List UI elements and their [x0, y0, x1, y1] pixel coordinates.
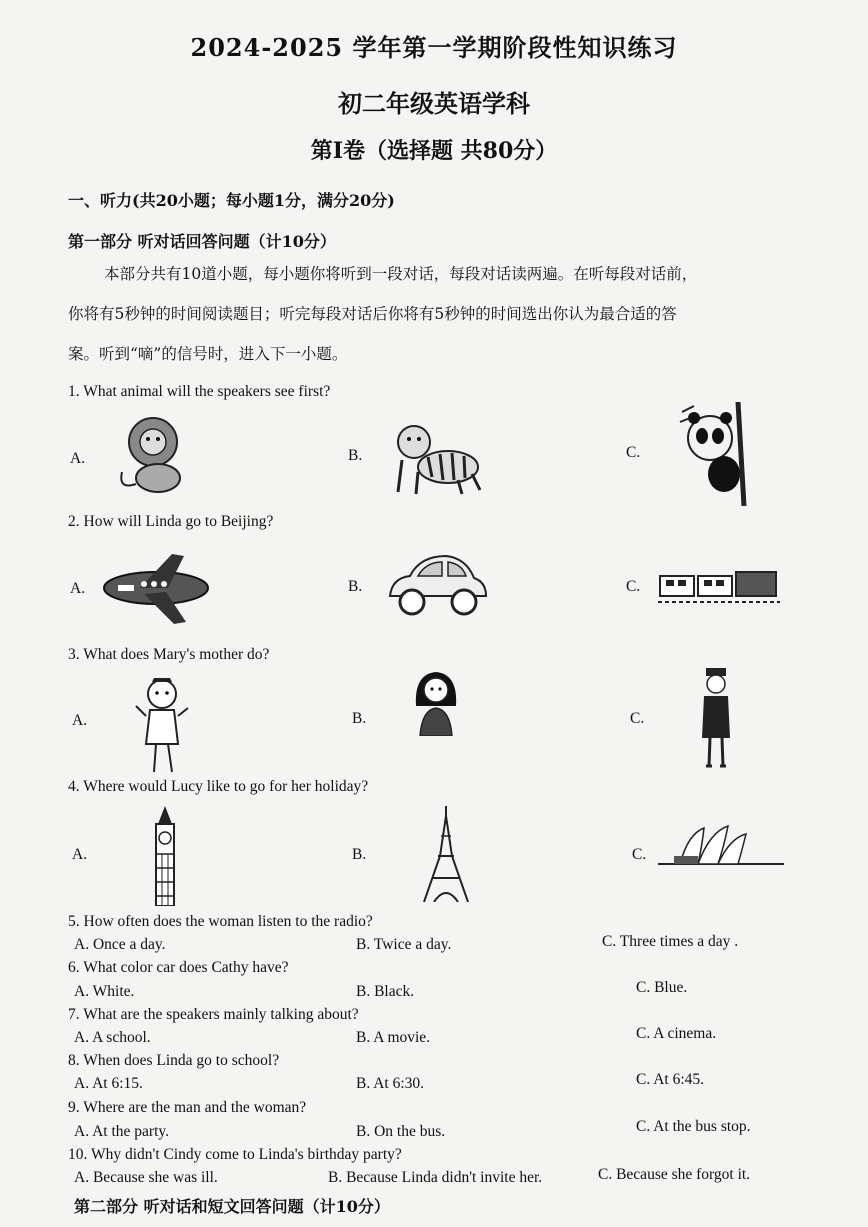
question-7-stem: 7. What are the speakers mainly talking about?	[68, 1006, 359, 1023]
question-10-stem: 10. Why didn't Cindy come to Linda's birthday party?	[68, 1146, 402, 1163]
q6-option-c: C. Blue.	[636, 979, 688, 996]
section-heading-listening: 一、听力(共20小题；每小题1分，满分20分)	[68, 191, 395, 210]
q2-option-b-label: B.	[348, 578, 363, 595]
q2-option-c-label: C.	[626, 578, 641, 595]
eiffel-tower-icon	[420, 806, 472, 902]
q6-option-b: B. Black.	[356, 983, 415, 1000]
q7-option-c: C. A cinema.	[636, 1025, 717, 1042]
q9-option-b: B. On the bus.	[356, 1123, 446, 1140]
question-4-stem: 4. Where would Lucy like to go for her holiday?	[68, 778, 369, 795]
part1-heading: 第一部分 听对话回答问题（计10分）	[68, 232, 336, 251]
part2-heading: 第二部分 听对话和短文回答问题（计10分）	[74, 1197, 390, 1216]
opera-house-icon	[658, 824, 784, 868]
q8-option-a: A. At 6:15.	[74, 1075, 143, 1092]
exam-title: 2024-2025 学年第一学期阶段性知识练习	[190, 33, 678, 62]
q3-option-c-label: C.	[630, 710, 645, 727]
instruction-line: 本部分共有10道小题，每小题你将听到一段对话，每段对话读两遍。在听每段对话前，	[104, 265, 698, 283]
question-8-stem: 8. When does Linda go to school?	[68, 1052, 280, 1069]
q1-option-c-label: C.	[626, 444, 641, 461]
q4-option-c-label: C.	[632, 846, 647, 863]
q4-option-a-label: A.	[72, 846, 88, 863]
q10-option-c: C. Because she forgot it.	[598, 1166, 751, 1183]
tiger-icon	[388, 412, 488, 500]
q7-option-a: A. A school.	[74, 1029, 151, 1046]
officer-icon	[696, 666, 736, 772]
q5-option-b: B. Twice a day.	[356, 936, 452, 953]
plane-icon	[100, 548, 216, 628]
q5-option-c: C. Three times a day .	[602, 933, 739, 950]
question-6-stem: 6. What color car does Cathy have?	[68, 959, 289, 976]
question-9-stem: 9. Where are the man and the woman?	[68, 1099, 307, 1116]
q8-option-b: B. At 6:30.	[356, 1075, 425, 1092]
q3-option-b-label: B.	[352, 710, 367, 727]
question-5-stem: 5. How often does the woman listen to the radio?	[68, 913, 373, 930]
car-icon	[386, 548, 490, 620]
panda-icon	[672, 402, 762, 506]
volume-title: 第Ⅰ卷（选择题 共80分）	[310, 138, 558, 164]
q8-option-c: C. At 6:45.	[636, 1071, 705, 1088]
q9-option-a: A. At the party.	[74, 1123, 169, 1140]
q10-option-a: A. Because she was ill.	[74, 1169, 218, 1186]
nurse-icon	[134, 676, 190, 776]
lion-icon	[108, 410, 198, 500]
question-3-stem: 3. What does Mary's mother do?	[68, 646, 270, 663]
girl-icon	[410, 666, 462, 736]
q9-option-c: C. At the bus stop.	[636, 1118, 751, 1135]
q6-option-a: A. White.	[74, 983, 135, 1000]
instructions	[68, 254, 788, 374]
q10-option-b: B. Because Linda didn't invite her.	[328, 1169, 543, 1186]
q3-option-a-label: A.	[72, 712, 88, 729]
instruction-line: 案。听到“嘀”的信号时，进入下一小题。	[68, 345, 348, 363]
q4-option-b-label: B.	[352, 846, 367, 863]
q7-option-b: B. A movie.	[356, 1029, 431, 1046]
q1-option-a-label: A.	[70, 450, 86, 467]
q2-option-a-label: A.	[70, 580, 86, 597]
big-ben-icon	[150, 806, 180, 906]
q5-option-a: A. Once a day.	[74, 936, 166, 953]
question-2-stem: 2. How will Linda go to Beijing?	[68, 513, 274, 530]
q1-option-b-label: B.	[348, 447, 363, 464]
instruction-line: 你将有5秒钟的时间阅读题目；听完每段对话后你将有5秒钟的时间选出你认为最合适的答	[68, 305, 677, 323]
question-1-stem: 1. What animal will the speakers see first?	[68, 383, 331, 400]
subject-title: 初二年级英语学科	[338, 89, 530, 118]
train-icon	[658, 568, 780, 608]
